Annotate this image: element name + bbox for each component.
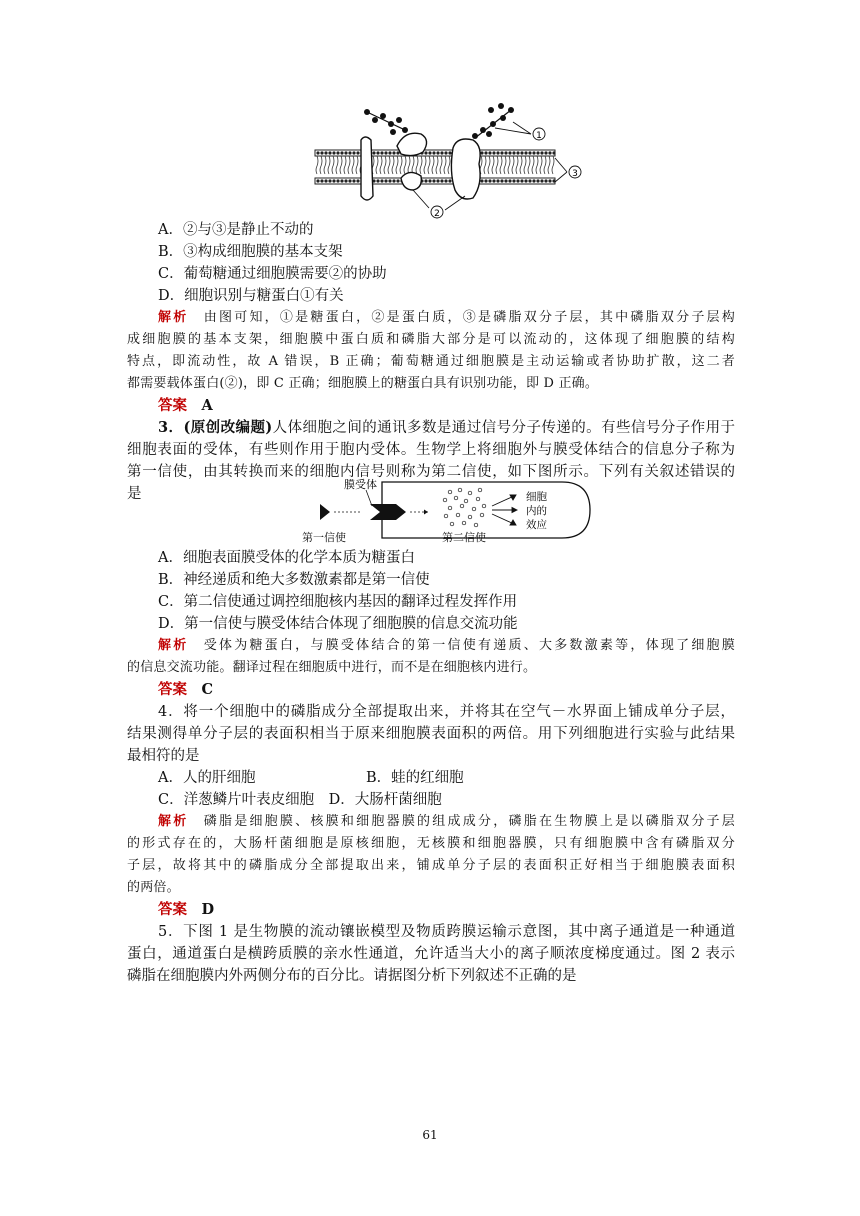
lipid-head bbox=[496, 179, 499, 182]
lipid-head bbox=[348, 151, 351, 154]
q3-stem-line-3: 第一信使，由其转换而来的细胞内信号则称为第二信使，如下图所示。下列有关叙述错误的 bbox=[127, 464, 735, 480]
first-messenger-label: 第一信使 bbox=[302, 531, 346, 544]
q2-option-a: A．②与③是静止不动的 bbox=[158, 222, 314, 238]
lipid-tail bbox=[440, 156, 442, 174]
lipid-tail bbox=[340, 156, 342, 174]
lipid-tail bbox=[380, 156, 382, 174]
lipid-tail bbox=[420, 156, 422, 174]
lipid-head bbox=[532, 151, 535, 154]
lipid-tail bbox=[408, 156, 410, 174]
lipid-tail bbox=[328, 156, 330, 174]
lipid-tail bbox=[552, 156, 554, 174]
lipid-head bbox=[444, 151, 447, 154]
q2-option-d: D．细胞识别与糖蛋白①有关 bbox=[158, 288, 344, 304]
glycoprotein-chain-left bbox=[364, 109, 408, 135]
lipid-head bbox=[316, 179, 319, 182]
lipid-tail bbox=[504, 156, 506, 174]
lipid-head bbox=[340, 151, 343, 154]
lipid-head bbox=[336, 151, 339, 154]
lipid-head bbox=[540, 179, 543, 182]
lipid-tail bbox=[376, 156, 378, 174]
lipid-head bbox=[428, 179, 431, 182]
lipid-head bbox=[524, 151, 527, 154]
svg-text:3: 3 bbox=[572, 169, 578, 179]
lipid-head bbox=[504, 151, 507, 154]
lipid-head bbox=[328, 151, 331, 154]
lipid-head bbox=[536, 179, 539, 182]
answer-label: 答案 bbox=[158, 397, 187, 414]
lipid-tail bbox=[324, 156, 326, 174]
q4-stem-line-2: 结果测得单分子层的表面积相当于原来细胞膜表面积的两倍。用下列细胞进行实验与此结果 bbox=[127, 726, 735, 742]
lipid-head bbox=[516, 151, 519, 154]
lipid-tail bbox=[488, 156, 490, 174]
lipid-head bbox=[356, 179, 359, 182]
q3-stem-line-4: 是 bbox=[127, 486, 142, 502]
lipid-tail bbox=[352, 156, 354, 174]
label-3 bbox=[569, 166, 581, 179]
lipid-head bbox=[424, 151, 427, 154]
lipid-tail bbox=[424, 156, 426, 174]
lipid-head bbox=[324, 179, 327, 182]
q4-answer: 答案 D bbox=[158, 901, 215, 918]
lipid-tail bbox=[516, 156, 518, 174]
q4-option-cd: C．洋葱鳞片叶表皮细胞 D．大肠杆菌细胞 bbox=[158, 792, 442, 808]
lipid-head bbox=[492, 179, 495, 182]
q2-analysis-line-1: 解析 由图可知，①是糖蛋白，②是蛋白质，③是磷脂双分子层，其中磷脂双分子层构 bbox=[158, 310, 735, 325]
lipid-tail bbox=[428, 156, 430, 174]
cell-outline bbox=[382, 482, 590, 538]
effect-label-1: 细胞 bbox=[526, 491, 547, 503]
lipid-head bbox=[484, 151, 487, 154]
lipid-head bbox=[492, 151, 495, 154]
lipid-head bbox=[524, 179, 527, 182]
lipid-head bbox=[332, 151, 335, 154]
label-2 bbox=[431, 206, 443, 219]
lipid-head bbox=[552, 151, 555, 154]
lipid-tail bbox=[316, 156, 318, 174]
lipid-head bbox=[344, 151, 347, 154]
lipid-head bbox=[508, 179, 511, 182]
lipid-tail bbox=[448, 156, 450, 174]
lipid-head bbox=[520, 179, 523, 182]
lipid-head bbox=[316, 151, 319, 154]
lipid-head bbox=[500, 179, 503, 182]
lipid-tail bbox=[512, 156, 514, 174]
q5-stem-line-3: 磷脂在细胞膜内外两侧分布的百分比。请据图分析下列叙述不正确的是 bbox=[127, 968, 577, 984]
page-number: 61 bbox=[422, 1128, 438, 1142]
lipid-tail bbox=[356, 156, 358, 174]
lipid-head bbox=[332, 179, 335, 182]
q2-analysis-line-4: 都需要载体蛋白(②)，即 C 正确；细胞膜上的糖蛋白具有识别功能，即 D 正确。 bbox=[127, 376, 599, 391]
analysis-label: 解析 bbox=[158, 310, 189, 325]
q3-stem-line-1: 3．(原创改编题)人体细胞之间的通讯多数是通过信号分子传递的。有些信号分子作用于 bbox=[158, 419, 735, 436]
q3-option-b: B．神经递质和绝大多数激素都是第一信使 bbox=[158, 572, 430, 588]
lipid-head bbox=[396, 151, 399, 154]
lipid-head bbox=[424, 179, 427, 182]
lipid-tail bbox=[412, 156, 414, 174]
lipid-tail bbox=[496, 156, 498, 174]
lipid-tail bbox=[508, 156, 510, 174]
q2-option-c: C．葡萄糖通过细胞膜需要②的协助 bbox=[158, 266, 387, 282]
q4-analysis-line-1: 解析 磷脂是细胞膜、核膜和细胞器膜的组成成分，磷脂在生物膜上是以磷脂双分子层 bbox=[158, 814, 735, 829]
lipid-head bbox=[432, 151, 435, 154]
lipid-head bbox=[528, 151, 531, 154]
lipid-head bbox=[320, 151, 323, 154]
lipid-head bbox=[520, 151, 523, 154]
q2-option-b: B．③构成细胞膜的基本支架 bbox=[158, 244, 343, 260]
lipid-head bbox=[436, 179, 439, 182]
protein-right bbox=[451, 139, 480, 199]
lipid-tail bbox=[392, 156, 394, 174]
phospholipid-bilayer bbox=[315, 150, 556, 184]
q4-option-ab bbox=[158, 767, 766, 789]
lipid-head bbox=[356, 151, 359, 154]
lipid-head bbox=[384, 151, 387, 154]
lipid-head bbox=[548, 151, 551, 154]
lipid-head bbox=[352, 179, 355, 182]
lipid-head bbox=[380, 179, 383, 182]
q3-option-d: D．第一信使与膜受体结合体现了细胞膜的信息交流功能 bbox=[158, 616, 518, 632]
lipid-head bbox=[516, 179, 519, 182]
lipid-head bbox=[440, 179, 443, 182]
lipid-head bbox=[388, 179, 391, 182]
q4-stem-line-1: 4．将一个细胞中的磷脂成分全部提取出来，并将其在空气－水界面上铺成单分子层， bbox=[158, 704, 735, 720]
lipid-head bbox=[392, 151, 395, 154]
lipid-head bbox=[376, 179, 379, 182]
q4-analysis-line-2: 的形式存在的，大肠杆菌细胞是原核细胞，无核膜和细胞器膜，只有细胞膜中含有磷脂双分 bbox=[127, 836, 735, 851]
lipid-head bbox=[324, 151, 327, 154]
lipid-tail bbox=[544, 156, 546, 174]
lipid-tail bbox=[344, 156, 346, 174]
lipid-head bbox=[436, 151, 439, 154]
svg-text:2: 2 bbox=[434, 209, 440, 219]
q4-analysis-line-3: 子层，故将其中的磷脂成分全部提取出来，铺成单分子层的表面积正好相当于细胞膜表面积 bbox=[127, 858, 735, 873]
lipid-head bbox=[348, 179, 351, 182]
lipid-head bbox=[480, 151, 483, 154]
lipid-head bbox=[500, 151, 503, 154]
lipid-tail bbox=[404, 156, 406, 174]
lipid-tail bbox=[444, 156, 446, 174]
lipid-tail bbox=[400, 156, 402, 174]
lipid-tail bbox=[528, 156, 530, 174]
lipid-head bbox=[544, 151, 547, 154]
lipid-head bbox=[388, 151, 391, 154]
lipid-head bbox=[344, 179, 347, 182]
lipid-head bbox=[444, 179, 447, 182]
receptor-label: 膜受体 bbox=[344, 478, 377, 491]
q4-option-b: B．蛙的红细胞 bbox=[366, 770, 464, 786]
lipid-head bbox=[396, 179, 399, 182]
lipid-head bbox=[440, 151, 443, 154]
svg-text:1: 1 bbox=[536, 131, 542, 141]
lipid-head bbox=[540, 151, 543, 154]
lipid-head bbox=[392, 179, 395, 182]
lipid-head bbox=[320, 179, 323, 182]
protein-top-middle bbox=[397, 133, 427, 155]
lipid-head bbox=[352, 151, 355, 154]
lipid-head bbox=[536, 151, 539, 154]
lipid-head bbox=[532, 179, 535, 182]
lipid-head bbox=[432, 179, 435, 182]
lipid-head bbox=[340, 179, 343, 182]
q3-option-c: C．第二信使通过调控细胞核内基因的翻译过程发挥作用 bbox=[158, 594, 518, 610]
lipid-tail bbox=[384, 156, 386, 174]
q5-stem-line-2: 蛋白，通道蛋白是横跨质膜的亲水性通道，允许适当大小的离子顺浓度梯度通过。图 2 表示 bbox=[127, 946, 735, 962]
lipid-head bbox=[384, 179, 387, 182]
lipid-head bbox=[504, 179, 507, 182]
lipid-tail bbox=[520, 156, 522, 174]
q2-analysis-line-2: 成细胞膜的基本支架，细胞膜中蛋白质和磷脂大部分是可以流动的，这体现了细胞膜的结构 bbox=[127, 332, 735, 347]
q2-answer: 答案 A bbox=[158, 397, 213, 414]
protein-left bbox=[361, 137, 373, 200]
lipid-tail bbox=[500, 156, 502, 174]
protein-bottom-middle bbox=[401, 172, 421, 190]
lipid-head bbox=[496, 151, 499, 154]
q3-tag: (原创改编题) bbox=[183, 419, 273, 436]
lipid-head bbox=[376, 151, 379, 154]
lipid-head bbox=[512, 151, 515, 154]
leader-line-1 bbox=[495, 122, 531, 134]
lipid-tail bbox=[436, 156, 438, 174]
lipid-tail bbox=[524, 156, 526, 174]
lipid-head bbox=[480, 179, 483, 182]
q3-answer: 答案 C bbox=[158, 681, 214, 698]
lipid-head bbox=[512, 179, 515, 182]
lipid-tail bbox=[432, 156, 434, 174]
lipid-tail bbox=[332, 156, 334, 174]
effect-label-3: 效应 bbox=[526, 519, 547, 531]
lipid-tail bbox=[540, 156, 542, 174]
lipid-tail bbox=[320, 156, 322, 174]
lipid-head bbox=[488, 179, 491, 182]
lipid-head bbox=[336, 179, 339, 182]
second-messenger-label: 第二信使 bbox=[442, 531, 486, 544]
lipid-tail bbox=[536, 156, 538, 174]
lipid-tail bbox=[484, 156, 486, 174]
lipid-tail bbox=[532, 156, 534, 174]
q3-stem-line-2: 细胞表面的受体，有些则作用于胞内受体。生物学上将细胞外与膜受体结合的信息分子称为 bbox=[127, 442, 735, 458]
lipid-head bbox=[448, 179, 451, 182]
q4-analysis-line-4: 的两倍。 bbox=[127, 880, 180, 895]
glycoprotein-chain-right bbox=[472, 103, 514, 139]
lipid-head bbox=[484, 179, 487, 182]
lipid-tail bbox=[336, 156, 338, 174]
lipid-head bbox=[448, 151, 451, 154]
q4-stem-line-3: 最相符的是 bbox=[127, 748, 200, 764]
lipid-head bbox=[548, 179, 551, 182]
q4-option-a: A．人的肝细胞 bbox=[158, 770, 256, 786]
lipid-tail bbox=[388, 156, 390, 174]
label-1 bbox=[533, 128, 545, 141]
lipid-head bbox=[488, 151, 491, 154]
membrane-diagram bbox=[305, 100, 595, 222]
lipid-tail bbox=[396, 156, 398, 174]
lipid-tail bbox=[416, 156, 418, 174]
lipid-head bbox=[380, 151, 383, 154]
leader-line-3 bbox=[555, 158, 567, 182]
lipid-head bbox=[372, 151, 375, 154]
lipid-tail bbox=[492, 156, 494, 174]
q5-stem-line-1: 5．下图 1 是生物膜的流动镶嵌模型及物质跨膜运输示意图，其中离子通道是一种通道 bbox=[158, 924, 735, 940]
lipid-head bbox=[528, 179, 531, 182]
lipid-head bbox=[428, 151, 431, 154]
lipid-head bbox=[508, 151, 511, 154]
lipid-tail bbox=[548, 156, 550, 174]
q3-analysis-line-2: 的信息交流功能。翻译过程在细胞质中进行，而不是在细胞核内进行。 bbox=[127, 660, 537, 675]
effect-label-2: 内的 bbox=[526, 505, 547, 517]
q3-option-a: A．细胞表面膜受体的化学本质为糖蛋白 bbox=[158, 550, 415, 566]
q3-analysis-line-1: 解析 受体为糖蛋白，与膜受体结合的第一信使有递质、大多数激素等，体现了细胞膜 bbox=[158, 638, 735, 653]
lipid-head bbox=[328, 179, 331, 182]
q2-analysis-line-3: 特点，即流动性，故 A 错误，B 正确；葡萄糖通过细胞膜是主动运输或者协助扩散，这二者 bbox=[127, 354, 735, 369]
first-messenger-shape bbox=[320, 504, 330, 520]
lipid-head bbox=[544, 179, 547, 182]
lipid-tail bbox=[348, 156, 350, 174]
